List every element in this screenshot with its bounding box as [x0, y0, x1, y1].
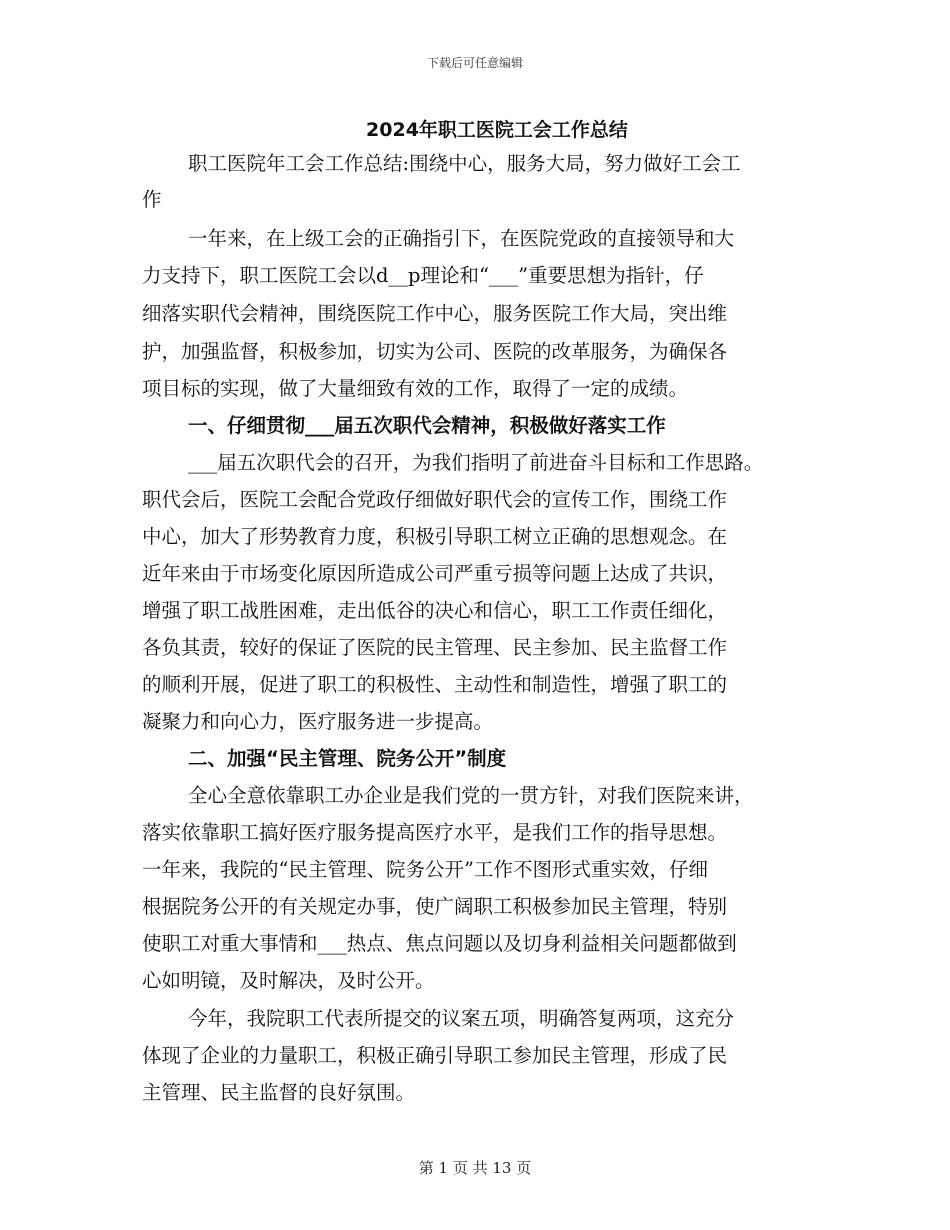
paragraph-line: 一年来，在上级工会的正确指引下，在医院党政的直接领导和大 [188, 227, 735, 250]
paragraph-line: ___届五次职代会的召开，为我们指明了前进奋斗目标和工作思路。 [188, 451, 764, 474]
document-title: 2024年职工医院工会工作总结 [366, 119, 628, 141]
section-heading-1: 一、仔细贯彻___届五次职代会精神，积极做好落实工作 [188, 414, 666, 437]
paragraph-line: 体现了企业的力量职工，积极正确引导职工参加民主管理，形成了民 [142, 1044, 728, 1067]
paragraph-line: 使职工对重大事情和___热点、焦点问题以及切身利益相关问题都做到 [142, 932, 737, 955]
paragraph-line: 项目标的实现，做了大量细致有效的工作，取得了一定的成绩。 [142, 377, 689, 400]
paragraph-line: 一年来，我院的“民主管理、院务公开”工作不图形式重实效，仔细 [142, 858, 708, 881]
paragraph-line: 职代会后，医院工会配合党政仔细做好职代会的宣传工作，围绕工作 [142, 488, 728, 511]
section-heading-2: 二、加强“民主管理、院务公开”制度 [188, 747, 507, 770]
paragraph-line: 落实依靠职工搞好医疗服务提高医疗水平，是我们工作的指导思想。 [142, 821, 728, 844]
paragraph-line: 增强了职工战胜困难，走出低谷的决心和信心，职工工作责任细化， [142, 599, 728, 622]
paragraph-line: 作 [142, 188, 162, 211]
paragraph-line: 全心全意依靠职工办企业是我们党的一贯方针，对我们医院来讲， [188, 784, 754, 807]
paragraph-line: 主管理、民主监督的良好氛围。 [142, 1081, 416, 1104]
paragraph-line: 中心，加大了形势教育力度，积极引导职工树立正确的思想观念。在 [142, 525, 728, 548]
paragraph-line: 今年，我院职工代表所提交的议案五项，明确答复两项，这充分 [188, 1007, 735, 1030]
paragraph-line: 各负其责，较好的保证了医院的民主管理、民主参加、民主监督工作 [142, 636, 728, 659]
paragraph-line: 近年来由于市场变化原因所造成公司严重亏损等问题上达成了共识， [142, 562, 728, 585]
paragraph-line: 凝聚力和向心力，医疗服务进一步提高。 [142, 710, 494, 733]
paragraph-line: 力支持下，职工医院工会以d__p理论和“___”重要思想为指针，仔 [142, 264, 704, 287]
paragraph-line: 根据院务公开的有关规定办事，使广阔职工积极参加民主管理，特别 [142, 895, 728, 918]
page-number-footer: 第 1 页 共 13 页 [418, 1159, 532, 1177]
paragraph-line: 的顺利开展，促进了职工的积极性、主动性和制造性，增强了职工的 [142, 673, 728, 696]
page-header-note: 下载后可任意编辑 [426, 56, 523, 70]
paragraph-line: 护，加强监督，积极参加，切实为公司、医院的改革服务，为确保各 [142, 340, 728, 363]
paragraph-line: 心如明镜，及时解决，及时公开。 [142, 969, 435, 992]
paragraph-line: 细落实职代会精神，围绕医院工作中心，服务医院工作大局，突出维 [142, 302, 728, 325]
paragraph-line: 职工医院年工会工作总结:围绕中心，服务大局，努力做好工会工 [188, 152, 741, 175]
